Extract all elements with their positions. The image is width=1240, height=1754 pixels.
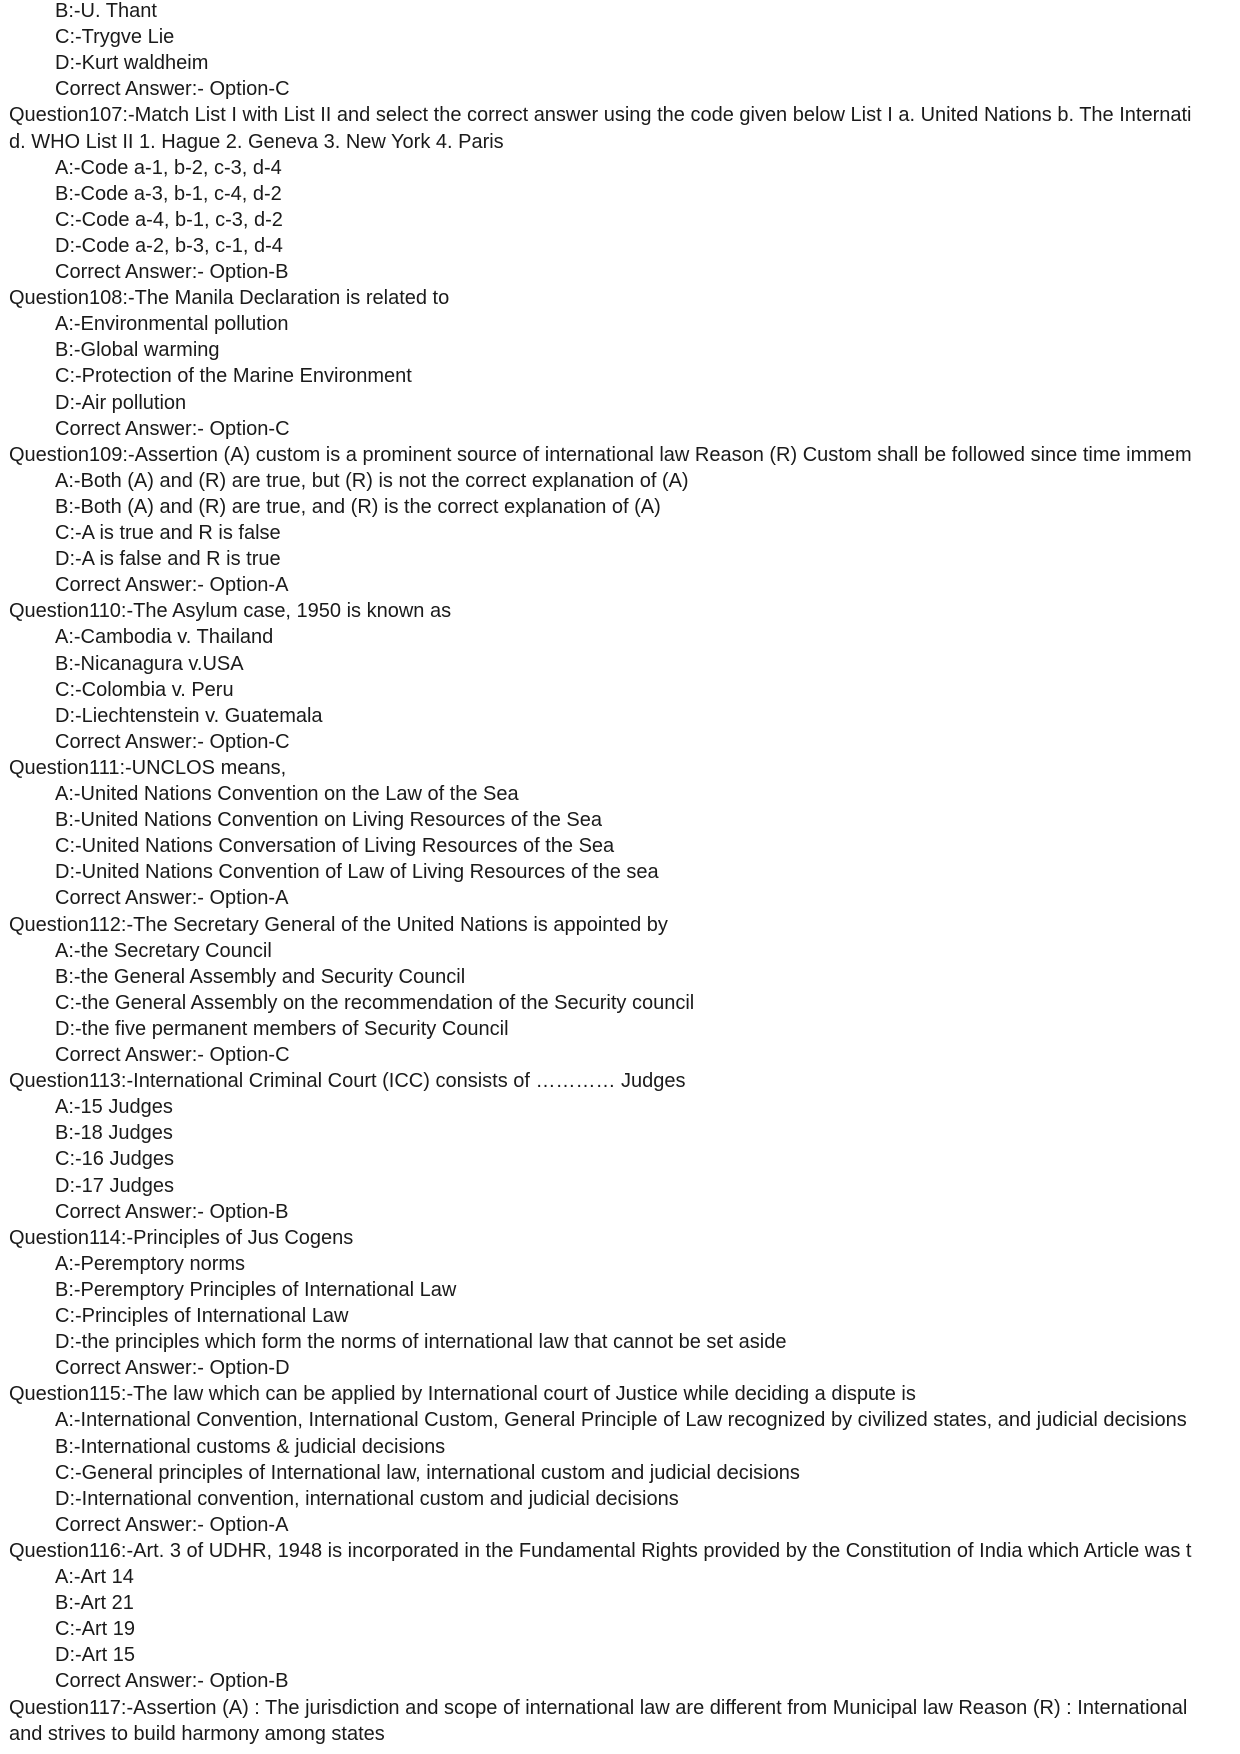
correct-answer: Correct Answer:- Option-C [55,730,290,753]
question-text: Question107:-Match List I with List II and select the correct answer using the code given below List I a. United Nations b. The Internati [9,104,1192,127]
question-text: Question111:-UNCLOS means, [9,756,287,779]
answer-option: B:-Art 21 [55,1592,134,1615]
correct-answer: Correct Answer:- Option-B [55,261,289,283]
answer-option: B:-the General Assembly and Security Council [55,965,466,988]
answer-option: C:-16 Judges [55,1148,174,1171]
question-text: Question112:-The Secretary General of the United Nations is appointed by [9,913,668,936]
question-text: Question110:-The Asylum case, 1950 is known as [9,600,452,623]
answer-option: A:-Environmental pollution [55,313,289,336]
answer-option: C:-Colombia v. Peru [55,678,234,701]
question-text-continued: d. WHO List II 1. Hague 2. Geneva 3. New York 4. Paris [9,130,504,153]
answer-option: D:-Air pollution [55,391,187,414]
question-text: Question109:-Assertion (A) custom is a prominent source of international law Reason (R) Custom shall be followed since time immem [9,443,1192,466]
answer-option: D:-United Nations Convention of Law of Living Resources of the sea [55,861,659,884]
answer-option: C:-Protection of the Marine Environment [55,365,412,388]
answer-option: B:-Global warming [55,339,220,362]
answer-option: C:-A is true and R is false [55,522,281,544]
answer-option: C:-Code a-4, b-1, c-3, d-2 [55,208,283,231]
answer-option: C:-General principles of International law, international custom and judicial decisions [55,1461,800,1484]
answer-option: A:-Code a-1, b-2, c-3, d-4 [55,156,282,179]
correct-answer: Correct Answer:- Option-B [55,1200,289,1223]
answer-option: C:-the General Assembly on the recommendation of the Security council [55,991,695,1014]
answer-option: A:-Cambodia v. Thailand [55,626,274,649]
answer-option: B:-U. Thant [55,0,157,22]
answer-option: D:-Code a-2, b-3, c-1, d-4 [55,234,283,257]
correct-answer: Correct Answer:- Option-C [55,417,290,440]
answer-option: A:-United Nations Convention on the Law of the Sea [55,783,519,805]
answer-option: C:-Art 19 [55,1618,136,1641]
answer-option: B:-Both (A) and (R) are true, and (R) is the correct explanation of (A) [55,495,661,518]
correct-answer: Correct Answer:- Option-C [55,78,290,101]
question-text: Question115:-The law which can be applied by International court of Justice while deciding a dispute is [9,1383,916,1406]
question-text: Question113:-International Criminal Court (ICC) consists of ………… Judges [9,1070,686,1093]
answer-option: D:-Kurt waldheim [55,52,209,75]
answer-option: A:-Art 14 [55,1566,134,1588]
correct-answer: Correct Answer:- Option-A [55,1513,289,1536]
answer-option: B:-18 Judges [55,1122,173,1145]
correct-answer: Correct Answer:- Option-C [55,1044,290,1066]
answer-option: D:-Liechtenstein v. Guatemala [55,704,323,727]
answer-option: A:-Peremptory norms [55,1252,246,1275]
answer-option: D:-International convention, international custom and judicial decisions [55,1487,679,1510]
answer-option: B:-Code a-3, b-1, c-4, d-2 [55,182,282,205]
answer-option: A:-Both (A) and (R) are true, but (R) is not the correct explanation of (A) [55,469,689,492]
answer-option: C:-Principles of International Law [55,1305,349,1327]
correct-answer: Correct Answer:- Option-D [55,1357,290,1380]
answer-option: A:-15 Judges [55,1096,173,1119]
question-text: Question114:-Principles of Jus Cogens [9,1226,354,1249]
answer-option: D:-17 Judges [55,1174,174,1197]
answer-option: D:-the principles which form the norms of international law that cannot be set aside [55,1331,787,1354]
question-text: Question117:-Assertion (A) : The jurisdiction and scope of international law are different from Municipal law Reason (R) : International [9,1696,1188,1719]
answer-option: B:-Nicanagura v.USA [55,652,244,675]
answer-option: B:-United Nations Convention on Living Resources of the Sea [55,809,602,832]
answer-option: D:-A is false and R is true [55,548,281,571]
answer-option: B:-Peremptory Principles of International Law [55,1278,457,1301]
answer-option: C:-United Nations Conversation of Living Resources of the Sea [55,835,615,858]
question-text: Question116:-Art. 3 of UDHR, 1948 is incorporated in the Fundamental Rights provided by the Constitution of India which Article was t [9,1539,1192,1562]
question-text-continued: and strives to build harmony among states [9,1722,385,1745]
answer-option: A:-the Secretary Council [55,939,272,962]
answer-option: B:-International customs & judicial decisions [55,1435,446,1458]
question-text: Question108:-The Manila Declaration is related to [9,287,450,310]
correct-answer: Correct Answer:- Option-A [55,887,289,910]
answer-option: D:-Art 15 [55,1644,136,1667]
correct-answer: Correct Answer:- Option-B [55,1670,289,1693]
answer-option: D:-the five permanent members of Security Council [55,1017,509,1040]
correct-answer: Correct Answer:- Option-A [55,574,289,597]
answer-option: C:-Trygve Lie [55,26,175,49]
answer-option: A:-International Convention, International Custom, General Principle of Law recognized by civilized states, and judicial decisions [55,1409,1187,1432]
